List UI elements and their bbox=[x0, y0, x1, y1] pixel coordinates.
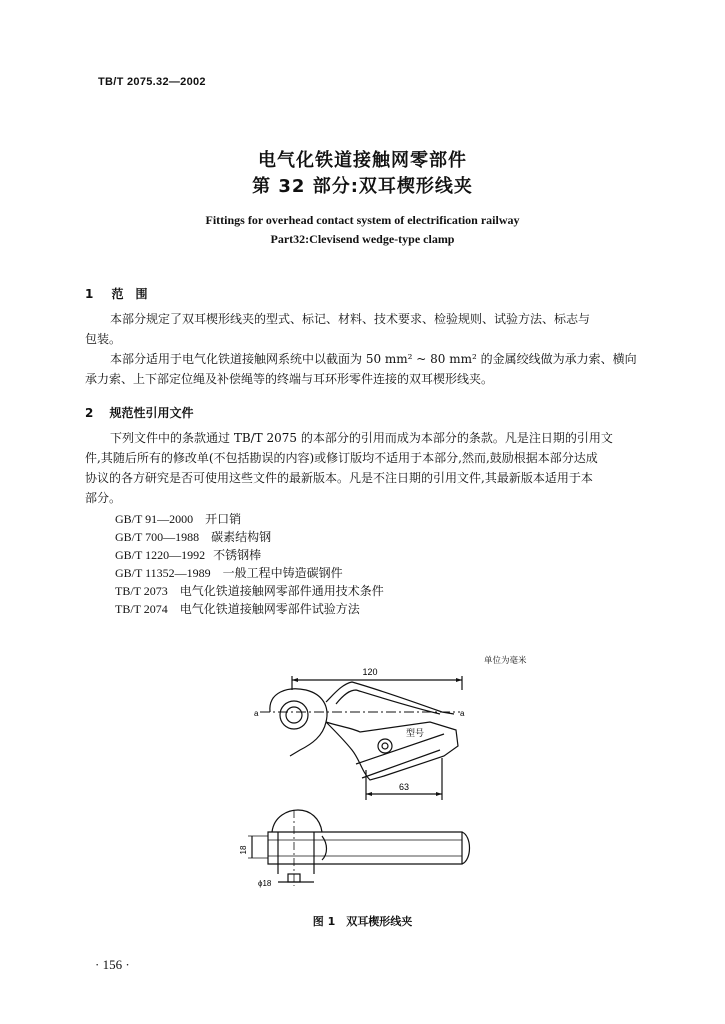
page-number: · 156 · bbox=[95, 957, 130, 972]
eye-lug-outline bbox=[270, 689, 327, 756]
reference-item bbox=[115, 528, 384, 546]
standard-code: TB/T 2075.32—2002 bbox=[98, 76, 206, 88]
section1-para1-line1: 本部分规定了双耳楔形线夹的型式、标记、材料、技术要求、检验规则、试验方法、标志与 bbox=[110, 312, 591, 326]
reference-item bbox=[115, 582, 384, 600]
label-a-right: a bbox=[460, 709, 465, 718]
reference-title: 不锈钢棒 bbox=[213, 548, 262, 562]
section1-heading bbox=[85, 285, 148, 302]
section2-para-line4: 部分。 bbox=[85, 491, 122, 505]
side-view-end-cap bbox=[462, 832, 470, 864]
section2-number: 2 bbox=[85, 406, 94, 420]
dim-pin-label: ϕ18 bbox=[258, 879, 272, 888]
reference-item bbox=[115, 510, 384, 528]
title-en-line1: Fittings for overhead contact system of electrification railway bbox=[205, 213, 520, 227]
figure-caption: 图 1 双耳楔形线夹 bbox=[312, 915, 413, 928]
wedge-pin-hole-inner bbox=[382, 743, 388, 749]
wedge-pin-hole bbox=[378, 739, 392, 753]
dim-top-arrow-right bbox=[456, 678, 462, 682]
section2-title: 规范性引用文件 bbox=[109, 406, 194, 420]
reference-list bbox=[115, 510, 384, 618]
side-view-curve bbox=[322, 836, 327, 860]
dim-bottom-label: 63 bbox=[398, 782, 410, 792]
reference-code: GB/T 1220—1992 bbox=[115, 548, 206, 562]
section1-title: 范 围 bbox=[111, 287, 148, 301]
wedge-lower-inner bbox=[362, 750, 440, 778]
dim-bottom-arrow-right bbox=[436, 792, 442, 796]
title-en-line2: Part32:Clevisend wedge-type clamp bbox=[270, 232, 455, 246]
dim-width-label: 18 bbox=[239, 845, 248, 855]
reference-title: 碳素结构钢 bbox=[211, 530, 272, 544]
side-view-pin-head bbox=[272, 810, 322, 832]
dim-top-arrow-left bbox=[292, 678, 298, 682]
section1-para1-line2: 包装。 bbox=[85, 332, 122, 346]
label-a-left: a bbox=[254, 709, 259, 718]
reference-title: 电气化铁道接触网零部件通用技术条件 bbox=[179, 584, 384, 598]
dim-top-label: 120 bbox=[362, 667, 378, 677]
reference-code: GB/T 91—2000 bbox=[115, 512, 194, 526]
eye-hole bbox=[280, 701, 308, 729]
reference-title: 开口销 bbox=[205, 512, 242, 526]
reference-code: GB/T 700—1988 bbox=[115, 530, 200, 544]
section1-para2-line2: 承力索、上下部定位绳及补偿绳等的终端与耳环形零件连接的双耳楔形线夹。 bbox=[85, 372, 494, 386]
reference-title: 一般工程中铸造碳钢件 bbox=[222, 566, 343, 580]
title-cn-line1: 电气化铁道接触网零部件 bbox=[258, 150, 467, 171]
dim-bottom-arrow-left bbox=[366, 792, 372, 796]
section2-para-line2: 件,其随后所有的修改单(不包括勘误的内容)或修订版均不适用于本部分,然而,鼓励根据本部分达成 bbox=[85, 451, 598, 465]
reference-title: 电气化铁道接触网零部件试验方法 bbox=[179, 602, 360, 616]
label-model: 型号 bbox=[406, 728, 425, 738]
section1-number: 1 bbox=[85, 287, 94, 301]
reference-item bbox=[115, 546, 384, 564]
reference-item bbox=[115, 564, 384, 582]
wedge-mid-line bbox=[356, 734, 444, 764]
unit-note: 单位为毫米 bbox=[484, 656, 527, 666]
reference-code: TB/T 2074 bbox=[115, 602, 168, 616]
reference-code: TB/T 2073 bbox=[115, 584, 168, 598]
section2-body bbox=[85, 428, 670, 508]
section2-heading bbox=[85, 404, 194, 421]
section1-para2-line1: 本部分适用于电气化铁道接触网系统中以截面为 50 mm² ~ 80 mm² 的金属绞线做为承力索、横向 bbox=[110, 352, 637, 366]
clamp-upper-outline bbox=[326, 682, 454, 714]
section2-para-line3: 协议的各方研究是否可使用这些文件的最新版本。凡是不注日期的引用文件,其最新版本适用于本 bbox=[85, 471, 593, 485]
side-view-outline bbox=[268, 832, 462, 864]
section1-body bbox=[85, 309, 665, 389]
title-cn-line2: 第 32 部分:双耳楔形线夹 bbox=[252, 176, 473, 197]
clamp-drawing bbox=[230, 660, 490, 910]
reference-item bbox=[115, 600, 384, 618]
section2-para-line1: 下列文件中的条款通过 TB/T 2075 的本部分的引用而成为本部分的条款。凡是注日期的引用文 bbox=[110, 431, 613, 445]
eye-hole-inner bbox=[286, 707, 302, 723]
reference-code: GB/T 11352—1989 bbox=[115, 566, 211, 580]
